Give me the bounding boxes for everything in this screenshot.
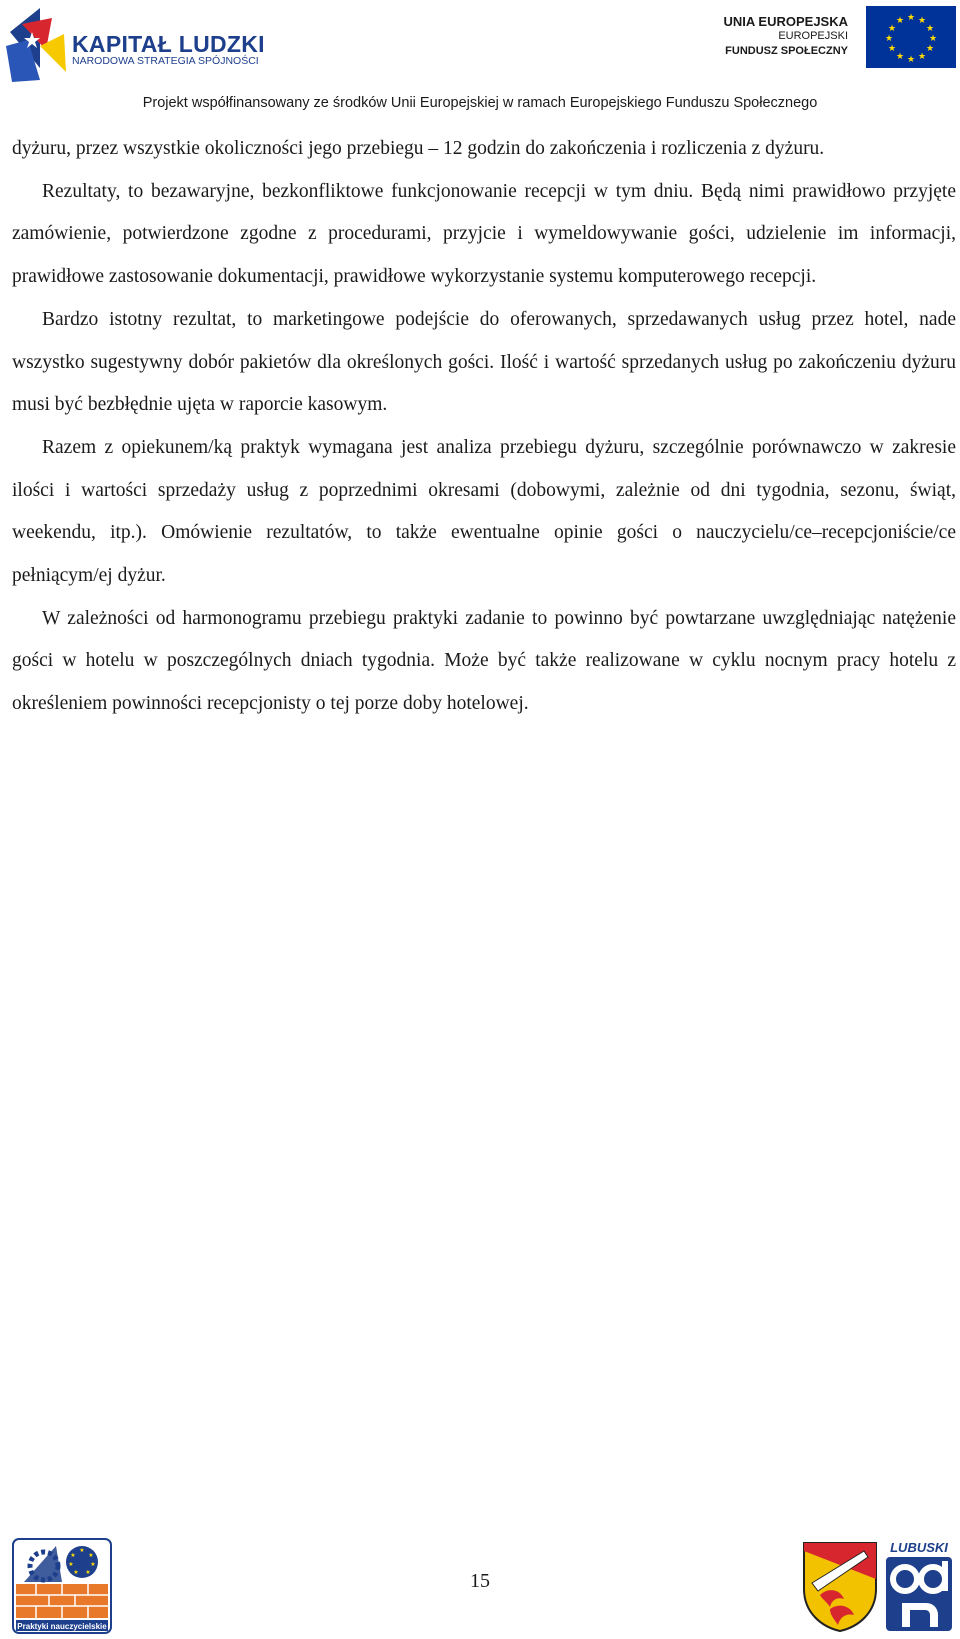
eu-social-fund-label: FUNDUSZ SPOŁECZNY: [725, 45, 848, 57]
kapital-ludzki-subtitle: NARODOWA STRATEGIA SPÓJNOŚCI: [72, 55, 259, 67]
svg-text:★: ★: [928, 34, 938, 44]
svg-text:★: ★: [887, 44, 897, 54]
praktyki-logo-text: Praktyki nauczycielskie: [17, 1622, 107, 1631]
lubuski-logo-text: LUBUSKI: [890, 1540, 948, 1555]
svg-text:★: ★: [925, 44, 935, 54]
svg-text:★: ★: [88, 1552, 94, 1559]
svg-text:★: ★: [887, 24, 897, 34]
cofinancing-note: Projekt współfinansowany ze środków Unii Europejskiej w ramach Europejskiego Funduszu Społecznego: [142, 95, 818, 111]
svg-text:★: ★: [70, 1552, 76, 1559]
svg-text:★: ★: [906, 55, 916, 65]
svg-text:★: ★: [906, 13, 916, 23]
lubuskie-coat-of-arms-icon: [800, 1539, 880, 1633]
svg-text:★: ★: [79, 1547, 85, 1554]
svg-text:★: ★: [917, 52, 927, 62]
svg-text:★: ★: [90, 1561, 96, 1568]
svg-text:★: ★: [73, 1569, 79, 1576]
eu-union-title: UNIA EUROPEJSKA: [723, 14, 848, 29]
kapital-ludzki-title: KAPITAŁ LUDZKI: [72, 31, 265, 57]
svg-text:★: ★: [895, 16, 905, 26]
svg-text:★: ★: [895, 52, 905, 62]
paragraph-marketing: Bardzo istotny rezultat, to marketingowe podejście do oferowanych, sprzedawanych usług przez hotel, nade wszystko sugestywny dobór pakietów dla określonych gości. Ilość i wartość sprzedanych usług po zakończeniu dyżuru musi być bezbłędnie ujęta w raporcie kasowym.: [12, 308, 956, 416]
page-number: 15: [470, 1570, 490, 1592]
eu-european-label: EUROPEJSKI: [778, 30, 848, 42]
paragraph-continuation: dyżuru, przez wszystkie okoliczności jego przebiegu – 12 godzin do zakończenia i rozliczenia z dyżuru.: [12, 138, 825, 159]
paragraph-analysis: Razem z opiekunem/ką praktyk wymagana jest analiza przebiegu dyżuru, szczególnie porównawczo w zakresie ilości i wartości sprzedaży usług z poprzednimi okresami (dobowymi, zależnie od dni tygodnia, sezonu, świąt, weekendu, itp.). Omówienie rezultatów, to także ewentualne opinie gości o nauczycielu/ce–recepcjoniście/ce pełniącym/ej dyżur.: [12, 436, 956, 587]
svg-text:★: ★: [925, 24, 935, 34]
eu-fund-label: [724, 14, 848, 59]
paragraph-results: Rezultaty, to bezawaryjne, bezkonfliktowe funkcjonowanie recepcji w tym dniu. Będą nimi prawidłowo przyjęte zamówienie, potwierdzone zgodne z procedurami, przyjcie i wymeldowywanie gości, udzielenie im informacji, prawidłowe zastosowanie dokumentacji, prawidłowe wykorzystanie systemu komputerowego recepcji.: [12, 180, 956, 288]
svg-text:★: ★: [68, 1561, 74, 1568]
svg-text:★: ★: [884, 34, 894, 44]
kapital-ludzki-logo-icon: [6, 6, 68, 86]
page-header: [0, 0, 960, 118]
paragraph-schedule: W zależności od harmonogramu przebiegu praktyki zadanie to powinno być powtarzane uwzględniając natężenie gości w hotelu w poszczególnych dniach tygodnia. Może być także realizowane w cyklu nocnym pracy hotelu z określeniem powinności recepcjonisty o tej porze doby hotelowej.: [12, 607, 956, 715]
document-body: [12, 128, 956, 726]
svg-text:★: ★: [917, 16, 927, 26]
lubuski-logo-icon: [880, 1539, 958, 1633]
eu-flag-icon: [866, 6, 956, 68]
svg-text:★: ★: [85, 1569, 91, 1576]
